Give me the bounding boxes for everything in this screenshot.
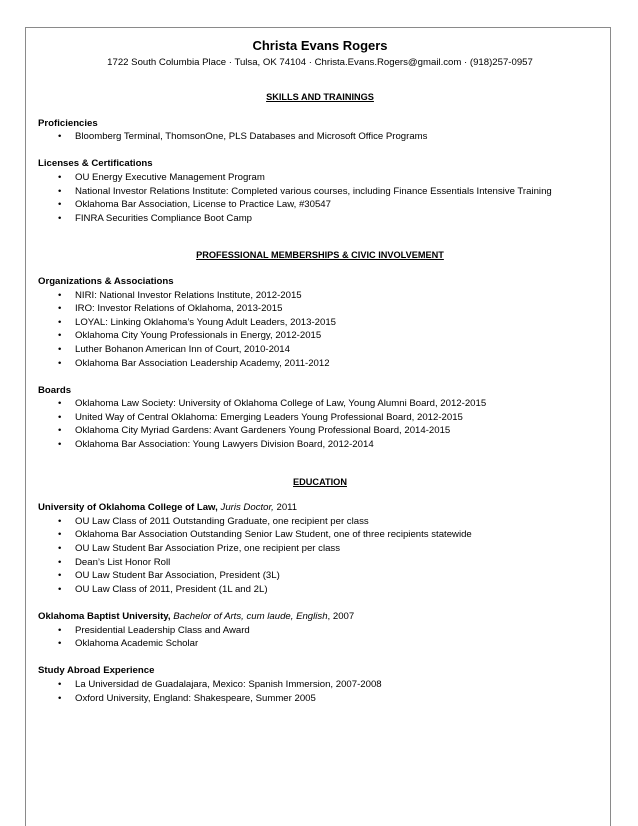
list-item: • Oklahoma Bar Association, License to Practice Law, #30547 (38, 198, 602, 212)
obu-name: Oklahoma Baptist University, (38, 611, 171, 622)
study-abroad-label: Study Abroad Experience (38, 665, 155, 677)
list-item: • Oklahoma Law Society: University of Oklahoma College of Law, Young Alumni Board, 2012-2015 (38, 397, 602, 411)
law-school-name: University of Oklahoma College of Law, (38, 502, 218, 514)
list-item: • Dean’s List Honor Roll (38, 556, 602, 570)
boards-list (38, 397, 602, 451)
list-item: • IRO: Investor Relations of Oklahoma, 2013-2015 (38, 302, 602, 316)
obu-list (38, 624, 602, 651)
study-abroad-list (38, 678, 602, 705)
law-school-list (38, 515, 602, 597)
list-item: • Oklahoma Academic Scholar (38, 637, 602, 651)
section-title-skills: SKILLS AND TRAININGS (266, 92, 374, 102)
list-item: • OU Law Class of 2011, President (1L and 2L) (38, 583, 602, 597)
list-item: • Oklahoma Bar Association: Young Lawyers Division Board, 2012-2014 (38, 438, 602, 452)
contact-line: 1722 South Columbia Place · Tulsa, OK 74104 · Christa.Evans.Rogers@gmail.com · (918)257-0957 (107, 57, 533, 68)
list-item: • Oklahoma City Young Professionals in Energy, 2012-2015 (38, 329, 602, 343)
list-item: • Oklahoma Bar Association Leadership Academy, 2011-2012 (38, 357, 602, 371)
resume-content (38, 38, 602, 705)
law-school-degree: Juris Doctor, (220, 502, 274, 514)
list-item: • LOYAL: Linking Oklahoma’s Young Adult Leaders, 2013-2015 (38, 316, 602, 330)
list-item: • National Investor Relations Institute: Completed various courses, including Finance Essentials Intensive Training (38, 185, 602, 199)
proficiencies-list (38, 130, 602, 144)
organizations-list (38, 289, 602, 371)
section-title-memberships: PROFESSIONAL MEMBERSHIPS & CIVIC INVOLVEMENT (196, 250, 444, 261)
list-item: • OU Law Student Bar Association, President (3L) (38, 569, 602, 583)
list-item: • Oklahoma City Myriad Gardens: Avant Gardeners Young Professional Board, 2014-2015 (38, 424, 602, 438)
list-item: • FINRA Securities Compliance Boot Camp (38, 212, 602, 226)
list-item: • OU Law Class of 2011 Outstanding Graduate, one recipient per class (38, 515, 602, 529)
licenses-label: Licenses & Certifications (38, 158, 153, 170)
list-item: • La Universidad de Guadalajara, Mexico: Spanish Immersion, 2007-2008 (38, 678, 602, 692)
list-item: • United Way of Central Oklahoma: Emerging Leaders Young Professional Board, 2012-2015 (38, 411, 602, 425)
list-item: • OU Energy Executive Management Program (38, 171, 602, 185)
list-item: • Oklahoma Bar Association Outstanding Senior Law Student, one of three recipients statewide (38, 528, 602, 542)
boards-label: Boards (38, 384, 72, 396)
law-school-year: 2011 (276, 502, 298, 514)
resume-name: Christa Evans Rogers (252, 38, 388, 53)
obu-heading (38, 610, 602, 624)
list-item: • Presidential Leadership Class and Award (38, 624, 602, 638)
obu-degree: Bachelor of Arts, cum laude, English (173, 611, 328, 622)
list-item: • Oxford University, England: Shakespeare, Summer 2005 (38, 692, 602, 706)
list-item: • NIRI: National Investor Relations Institute, 2012-2015 (38, 289, 602, 303)
organizations-label: Organizations & Associations (38, 275, 174, 287)
list-item: • OU Law Student Bar Association Prize, one recipient per class (38, 542, 602, 556)
obu-year: , 2007 (327, 611, 355, 622)
law-school-heading (38, 501, 602, 515)
proficiencies-label: Proficiencies (38, 117, 98, 129)
list-item: • Luther Bohanon American Inn of Court, 2010-2014 (38, 343, 602, 357)
section-title-education: EDUCATION (293, 476, 347, 487)
licenses-list (38, 171, 602, 225)
list-item: • Bloomberg Terminal, ThomsonOne, PLS Databases and Microsoft Office Programs (38, 130, 602, 144)
